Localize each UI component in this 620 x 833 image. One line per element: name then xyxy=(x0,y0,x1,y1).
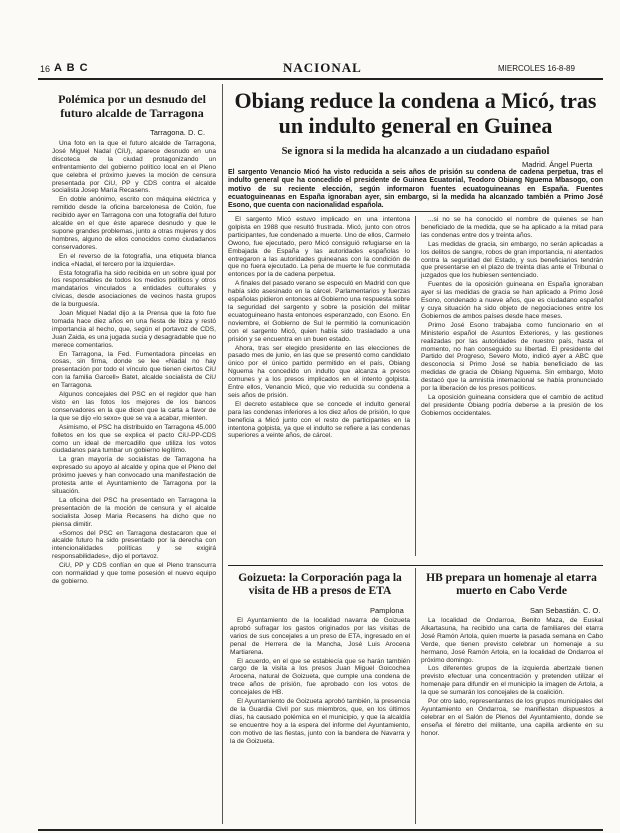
paragraph: ...si no se ha conocido el nombre de quienes se han beneficiado de la medida, que se ha aplicado a la mitad para las condenas entre dos y treinta años. xyxy=(421,216,603,239)
lead-rule xyxy=(228,211,603,212)
paragraph: Una foto en la que el futuro alcalde de Tarragona, José Miguel Nadal (CiU), aparece desnudo en una discoteca de la ciudad protagonizando un enfrentamiento del gobierno político local en el Pleno que celebra el próximo jueves la moción de censura presentada por CiU, PP y CDS contra el alcalde socialista Josep María Recasens. xyxy=(52,140,216,195)
issue-date: MIERCOLES 16-8-89 xyxy=(498,64,575,73)
paragraph: Asimismo, el PSC ha distribuido en Tarragona 45.000 folletos en los que se explica el pacto CiU-PP-CDS como un ideal de mercadillo que utiliza los votos ciudadanos para tumbar un gobierno legítimo. xyxy=(52,423,216,455)
paragraph: El decreto establece que se concede el indulto general para las condenas inferiores a los diez años de prisión, lo que beneficia a Micó junto con el resto de participantes en la intentona golpista, ya que el indulto se refiere a las condenas superiores a veinte años, de cárcel. xyxy=(228,400,410,440)
goizueta-article-body xyxy=(230,617,410,825)
paragraph: Fuentes de la oposición guineana en España ignoraban ayer si las medidas de gracia se han aplicado a Primo José Esono, condenado a nueve años, que es ciudadano español y cuya situación ha sido objeto de negociaciones entre los Gobiernos de ambos países desde hace meses. xyxy=(421,281,603,320)
paragraph: En el reverso de la fotografía, una etiqueta blanca indica «Nadal, el tercero por la izquierda». xyxy=(52,252,216,268)
hb-article-byline: San Sebastián. C. O. xyxy=(530,606,601,615)
paragraph: El Ayuntamiento de la localidad navarra de Goizueta aprobó sufragar los gastos originados por las visitas de varios de sus concejales a un preso de ETA, ingresado en el penal de Herrera de la Mancha, José Luis Arocena Martiarena. xyxy=(230,617,410,656)
paragraph: La gran mayoría de socialistas de Tarragona ha expresado su apoyo al alcalde y opina que el Pleno del próximo jueves y han convocado una manifestación de protesta ante el Ayuntamiento de Tarragona por la situación. xyxy=(52,456,216,495)
paragraph: Ahora, tras ser elegido presidente en las elecciones de pasado mes de junio, en las que se presentó como candidato único por el único partido permitido en el país, Obiang Nguema ha concedido un indulto que alcanza a presos comunes y a los presos implicados en el intento golpista. Entre ellos, Venancio Micó, que vio reducida su condena a seis años de prisión. xyxy=(228,344,410,399)
column-divider xyxy=(415,216,416,556)
paragraph: Las medidas de gracia, sin embargo, no serán aplicadas a los delitos de sangre, robos de gran importancia, ni atentados contra la seguridad del Estado, y sus beneficiarios tendrán que presentarse en el plazo de treinta días ante el Tribunal o juzgados que los hubiesen sentenciado. xyxy=(421,240,603,280)
paragraph: La localidad de Ondarroa, Benito Maza, de Euskal Alkartasuna, ha recibido una carta de familiares del etarra José Ramón Artola, quien muerte la pasada semana en Cabo Verde, que tienen previsto celebrar un homenaje a su hermano, José Ramón Artola, en la localidad de Ondarroa el próximo domingo. xyxy=(421,617,603,664)
paragraph: CiU, PP y CDS confían en que el Pleno transcurra con normalidad y que tome posesión el nuevo equipo de gobierno. xyxy=(52,562,216,585)
section-title: NACIONAL xyxy=(283,60,362,75)
goizueta-article-title: Goizueta: la Corporación paga la visita de HB a presos de ETA xyxy=(238,572,402,597)
hb-article-body xyxy=(421,617,603,825)
paragraph: El Ayuntamiento de Goizueta aprobó también, la presencia de la Guardia Civil por sus miembros, que, en los últimos días, ha causado polémica en el municipio, y que la alcaldía se encuentre hoy a la espera del informe del Ayuntamiento, con motivo de las fiestas, junto con la bandera de Navarra y la de Goizueta. xyxy=(230,698,410,745)
paragraph: Joan Miquel Nadal dijo a la Prensa que la foto fue tomada hace diez años en una fiesta de Ibiza y restó importancia al hecho, que, según el portavoz de CDS, Juan Zaida, es una jugada sucia y desagradable que no merece comentarios. xyxy=(52,310,216,349)
newspaper-brand: A B C xyxy=(54,62,89,74)
hb-article-title: HB prepara un homenaje al etarra muerto en Cabo Verde xyxy=(426,572,597,597)
paragraph: El acuerdo, en el que se establecía que se harán también cargo de la visita a los presos Juan Miguel Goicochea Arocena, natural de Goizueta, que cumple una condena de trece años de prisión, fue aprobado con los votos de concejales de HB. xyxy=(230,657,410,697)
paragraph: La oposición guineana considera que el cambio de actitud del presidente Obiang podría deberse a la presión de los Gobiernos occidentales. xyxy=(421,393,603,417)
main-article-lead: El sargento Venancio Micó ha visto reducida a seis años de prisión su condena de cadena perpetua, tras el indulto general que ha concedido el presidente de Guinea Ecuatorial, Teodoro Obiang Nguema Mbasogo, con motivo de su reciente elección, según informaron fuentes ecuatoguineanas en España. Fuentes ecuatoguineanas en España ignoraban ayer, sin embargo, si la medida ha alcanzado también a Primo José Esono, que cuenta con nacionalidad española. xyxy=(228,169,603,210)
paragraph: En doble anónimo, escrito con máquina eléctrica y remitido desde la oficina barcelonesa de Colón, fue recibido ayer en Tarragona con una fotografía del futuro alcalde en el que éste aparece desnudo y que le supone grandes problemas, junto a otras mujeres y dos hombres, alguno de ellos conocidos como ciudadanos conservadores. xyxy=(52,196,216,251)
paragraph: Esta fotografía ha sido recibida en un sobre igual por los responsables de todos los medios políticos y otros mandatarios vinculados a entidades culturales y cívicas, desde asociaciones de vecinos hasta grupos de la burguesía. xyxy=(52,269,216,309)
footer-rule xyxy=(38,829,603,831)
paragraph: Por otro lado, representantes de los grupos municipales del Ayuntamiento en Ondarroa, se manifiestan dispuestos a celebrar en el Salón de Plenos del Ayuntamiento, donde se enseña el féretro del militante, una capilla ardiente en su honor. xyxy=(421,698,603,737)
main-article-subtitle: Se ignora si la medida ha alcanzado a un ciudadano español xyxy=(281,146,550,157)
paragraph: A finales del pasado verano se especuló en Madrid con que había sido asesinado en la cárcel. Parlamentarios y fuerzas españolas pidieron entonces al Gobierno una respuesta sobre la seguridad del sargento y sobre la posición del militar ecuatoguineano hasta entonces esperanzado, con Esono. En noviembre, el Gobierno de Sul le permitió la comunicación con el sargento Micó, quien había sido trasladado a una prisión y se encuentra en un buen estado. xyxy=(228,280,410,343)
paragraph: Primo José Esono trabajaba como funcionario en el Ministerio español de Asuntos Exteriores, y las gestiones realizadas por las autoridades de nuestro país, hasta el momento, no han conseguido su libertad. El presidente del Partido del Progreso, Severo Moto, indicó ayer a ABC que desconocía si Primo José se había beneficiado de las medidas de gracia de Obiang Nguema. Sin embargo, Moto destacó que la amnistía internacional se había pronunciado por la liberación de los presos políticos. xyxy=(421,321,603,393)
column-divider xyxy=(222,84,223,824)
left-article-body xyxy=(52,140,216,826)
header-rule xyxy=(38,78,603,80)
main-article-column-1 xyxy=(228,216,410,561)
goizueta-article-byline: Pamplona xyxy=(370,606,404,615)
left-article-byline: Tarragona. D. C. xyxy=(150,128,206,137)
paragraph: Algunos concejales del PSC en el regidor que han visto en las fotos los mejores de los bancos conservadores en la que dicen que la carta a favor de la que se dijo «lo sexo» que se va a acabar, mienten. xyxy=(52,391,216,422)
box-rule xyxy=(228,565,603,566)
page-number: 16 xyxy=(40,64,51,74)
paragraph: El sargento Micó estuvo implicado en una intentona golpista en 1988 que resultó frustrada. Micó, junto con otros participantes, fue condenado a muerte. Uno de ellos, Carmelo Owono, fue ejecutado, pero Micó consiguió refugiarse en la Embajada de España y las autoridades españolas lo entregaron a las autoridades guineanas con la condición de que no fuera ejecutado. La pena de muerte le fue conmutada entonces por la de cadena perpetua. xyxy=(228,216,410,279)
paragraph: Los diferentes grupos de la izquierda abertzale tienen previsto efectuar una concentración y pretenden utilizar el homenaje para difundir en el municipio la imagen de Artola, a la que se sumarán los concejales de la coalición. xyxy=(421,665,603,697)
main-article-title: Obiang reduce la condena a Micó, tras un indulto general en Guinea xyxy=(234,88,597,138)
main-article-column-2 xyxy=(421,216,603,561)
paragraph: La oficina del PSC ha presentado en Tarragona la presentación de la moción de censura y el alcalde socialista Josep Maria Recasens ha dicho que no piensa dimitir. xyxy=(52,496,216,528)
left-article-title: Polémica por un desnudo del futuro alcalde de Tarragona xyxy=(58,92,206,120)
paragraph: «Somos del PSC en Tarragona destacaron que el alcalde futuro ha sido presentado por la derecha con intencionalidades políticas y se exigirá responsabilidades», dijo el portavoz. xyxy=(52,529,216,561)
column-divider xyxy=(415,568,416,824)
main-article-byline: Madrid. Ángel Puerta xyxy=(522,160,593,169)
paragraph: En Tarragona, la Fed. Fumentadora pincelas en cosas, sin firma, donde se lee «Nadal no hay presentación por todo el vínculo que tienen ciertos CiU con la familia Garcell» Batet, alcalde socialista de CiU en Tarragona. xyxy=(52,350,216,390)
